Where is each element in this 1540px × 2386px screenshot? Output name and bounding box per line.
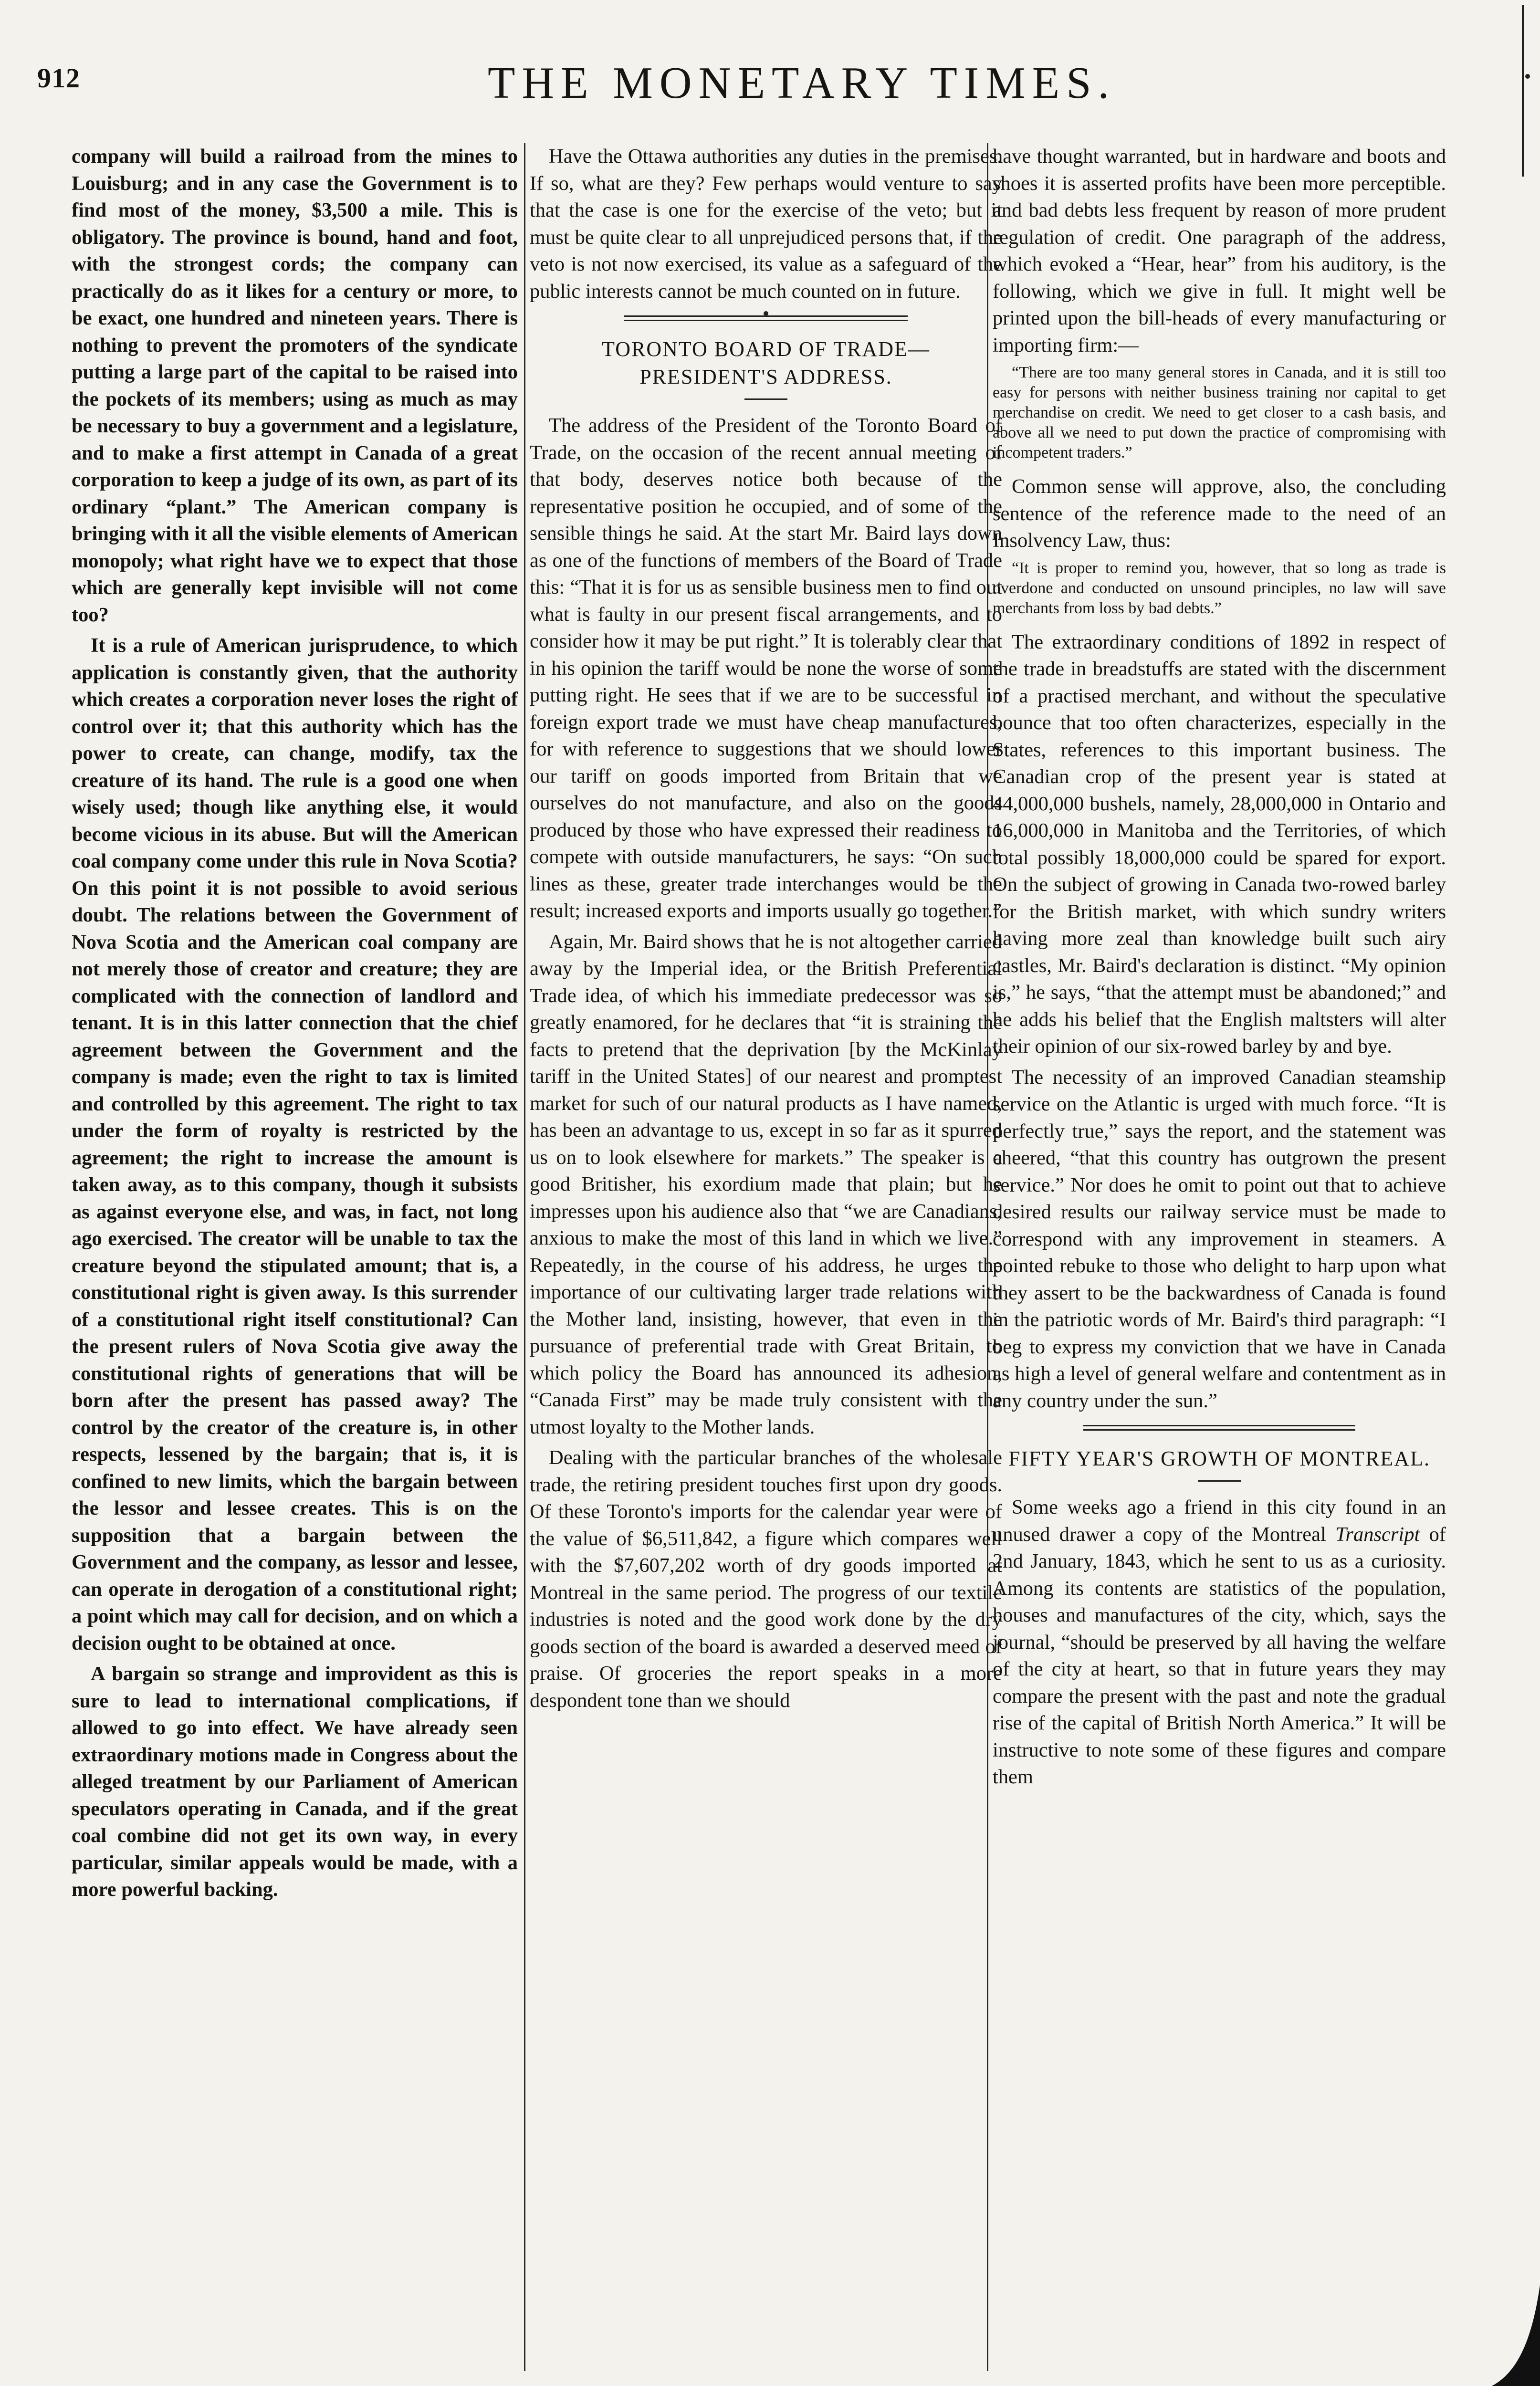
paragraph: have thought warranted, but in hardware and boots and shoes it is asserted profits have been more perceptible. and bad debts less frequent by reason of more prudent regulation of credit. One paragraph of the address, which evoked a “Hear, hear” from his auditory, is the following, which we give in full. It might well be printed upon the bill-heads of every manufacturing or importing firm:— xyxy=(993,145,1446,356)
block-quote: “It is proper to remind you, however, that so long as trade is overdone and conducted on unsound principles, no law will save merchants from loss by bad debts.” xyxy=(993,559,1446,617)
paragraph: It is a rule of American jurisprudence, to which application is constantly given, that the authority which creates a corporation never loses the right of control over it; that this authority which has the power to create, can change, modify, tax the creature of its hand. The rule is a good one when wisely used; though like anything else, it would become vicious in its abuse. But will the American coal company come under this rule in Nova Scotia? On this point it is not possible to avoid serious doubt. The relations between the Government of Nova Scotia and the American coal company are not merely those of creator and creature; they are complicated with the connection of landlord and tenant. It is in this latter connection that the chief agreement between the Government and the company is made; even the right to tax is limited and controlled by this agreement. The right to tax under the form of royalty is restricted by the agreement; the right to increase the amount is taken away, as to this company, though it subsists as against everyone else, and was, in fact, not long ago exercised. The creator will be unable to tax the creature beyond the stipulated amount; that is, a constitutional right is given away. Is this surrender of a constitutional right itself constitutional? Can the present rulers of Nova Scotia give away the constitutional rights of generations that will be born after the present has passed away? The control by the creator of the creature is, in other respects, lessened by the bargain; that is, it is confined to new limits, which the bargain between the lessor and lessee creates. This is on the supposition that a bargain between the Government and the company, as lessor and lessee, can operate in derogation of a constitutional right; a point which may call for decision, and on which a decision ought to be obtained at once. xyxy=(72,634,518,1654)
paragraph: Again, Mr. Baird shows that he is not altogether carried away by the Imperial idea, or the British Preferential Trade idea, of which his immediate predecessor was so greatly enamored, for he declares that “it is straining the facts to pretend that the deprivation [by the McKinlay tariff in the United States] of our nearest and promptest market for such of our natural products as I have named, has been an advantage to us, except in so far as it spurred us on to look elsewhere for markets.” The speaker is a good Britisher, his exordium made that plain; but he impresses upon his audience also that “we are Canadians, anxious to make the most of this land in which we live.” Repeatedly, in the course of his address, he urges the importance of our cultivating larger trade relations with the Mother land, insisting, however, that even in the pursuance of preferential trade with Great Britain, to which policy the Board has announced its adhesion, “Canada First” may be made truly consistent with the utmost loyalty to the Mother lands. xyxy=(530,930,1002,1438)
paragraph: Common sense will approve, also, the concluding sentence of the reference made to the need of an Insolvency Law, thus: xyxy=(993,475,1446,552)
paragraph: Some weeks ago a friend in this city found in an unused drawer a copy of the Montreal Transcript of 2nd January, 1843, which he sent to us as a curiosity. Among its contents are statistics of the population, houses and manufactures of the city, which, says the journal, “should be preserved by all having the welfare of the city at heart, so that in future years they may compare the present with the past and note the gradual rise of the capital of British North America.” It will be instructive to note some of these figures and compare them xyxy=(993,1496,1446,1788)
section-rule xyxy=(1083,1425,1355,1431)
paragraph: A bargain so strange and improvident as this is sure to lead to international complications, if allowed to go into effect. We have already seen extraordinary motions made in Congress about the alleged treatment by our Parliament of American speculators operating in Canada, and if the great coal combine did not get its own way, in every particular, similar appeals would be made, with a more powerful backing. xyxy=(72,1663,518,1901)
paragraph: Have the Ottawa authorities any duties in the premises. If so, what are they? Few perhaps would venture to say that the case is one for the exercise of the veto; but it must be quite clear to all unprejudiced persons that, if the veto is not now exercised, its value as a safeguard of the public interests cannot be much counted on in future. xyxy=(530,145,1002,303)
section-rule xyxy=(624,315,908,321)
column-right xyxy=(993,143,1446,2371)
section-heading: FIFTY YEAR'S GROWTH OF MONTREAL. xyxy=(1008,1447,1430,1470)
section-heading: TORONTO BOARD OF TRADE— PRESIDENT'S ADDRESS. xyxy=(602,337,930,388)
paragraph: The extraordinary conditions of 1892 in respect of the trade in breadstuffs are stated with the discernment of a practised merchant, and without the speculative bounce that too often characterizes, especially in the States, references to this important business. The Canadian crop of the present year is stated at 44,000,000 bushels, namely, 28,000,000 in Ontario and 16,000,000 in Manitoba and the Territories, of which total possibly 18,000,000 could be spared for export. On the subject of growing in Canada two-rowed barley for the British market, with which sundry writers having more zeal than knowledge built such airy castles, Mr. Baird's declaration is distinct. “My opinion is,” he says, “that the attempt must be abandoned;” and he adds his belief that the English maltsters will alter their opinion of our six-rowed barley by and bye. xyxy=(993,630,1446,1057)
page-corner-shadow xyxy=(1483,2285,1540,2386)
column-left xyxy=(72,143,518,2371)
heading-rule xyxy=(1198,1480,1241,1482)
page-number: 912 xyxy=(37,63,80,94)
paragraph: Dealing with the particular branches of the wholesale trade, the retiring president touches first upon dry goods. Of these Toronto's imports for the calendar year were of the value of $6,511,842, a figure which compares well with the $7,607,202 worth of dry goods imported at Montreal in the same period. The progress of our textile industries is noted and the good work done by the dry goods section of the board is awarded a deserved meed of praise. Of groceries the report speaks in a more despondent tone than we should xyxy=(530,1446,1002,1712)
heading-rule xyxy=(744,398,787,400)
margin-mark xyxy=(1515,5,1531,177)
publication-name: Transcript xyxy=(1335,1523,1420,1546)
masthead-title: THE MONETARY TIMES. xyxy=(488,58,1116,108)
paragraph: company will build a railroad from the mines to Louisburg; and in any case the Government is to find most of the money, $3,500 a mile. This is obligatory. The province is bound, hand and foot, with the strongest cords; the company can practically do as it likes for a century or more, to be exact, one hundred and nineteen years. There is nothing to prevent the promoters of the syndicate putting a large part of the capital to be raised into the pockets of its members; using as much as may be necessary to buy a government and a legislature, and to make a first attempt in Canada of a great corporation to keep a judge of its own, as part of its ordinary “plant.” The American company is bringing with it all the visible elements of American monopoly; what right have we to expect that those which are generally kept invisible will not come too? xyxy=(72,145,518,626)
column-divider-1 xyxy=(524,143,525,2371)
column-middle xyxy=(530,143,1002,2371)
block-quote: “There are too many general stores in Canada, and it is still too easy for persons with neither business training nor capital to get merchandise on credit. We need to get closer to a cash basis, and above all we need to put down the practice of compromising with incompetent traders.” xyxy=(993,364,1446,461)
paragraph: The necessity of an improved Canadian steamship service on the Atlantic is urged with much force. “It is perfectly true,” says the report, and the statement was cheered, “that this country has outgrown the present service.” Nor does he omit to point out that to achieve desired results our railway service must be made to correspond with any improvement in steamers. A pointed rebuke to those who delight to harp upon what they assert to be the backwardness of Canada is found in the patriotic words of Mr. Baird's third paragraph: “I beg to express my conviction that we have in Canada as high a level of general welfare and contentment as in any country under the sun.” xyxy=(993,1066,1446,1412)
paragraph: The address of the President of the Toronto Board of Trade, on the occasion of the recent annual meeting of that body, deserves notice both because of the representative position he occupied, and of some of the sensible things he said. At the start Mr. Baird lays down as one of the functions of members of the Board of Trade this: “That it is for us as sensible business men to find out what is faulty in our present fiscal arrangements, and to consider how it may be put right.” It is tolerably clear that in his opinion the tariff would be none the worse of some putting right. He sees that if we are to be successful in foreign export trade we must have cheap manufactures, for with reference to suggestions that we should lower our tariff on goods imported from Britain that we ourselves do not manufacture, and also on the goods produced by those who have expressed their readiness to compete with outside manufacturers, he says: “On such lines as these, greater trade interchanges would be the result; increased exports and imports usually go together.” xyxy=(530,414,1002,922)
